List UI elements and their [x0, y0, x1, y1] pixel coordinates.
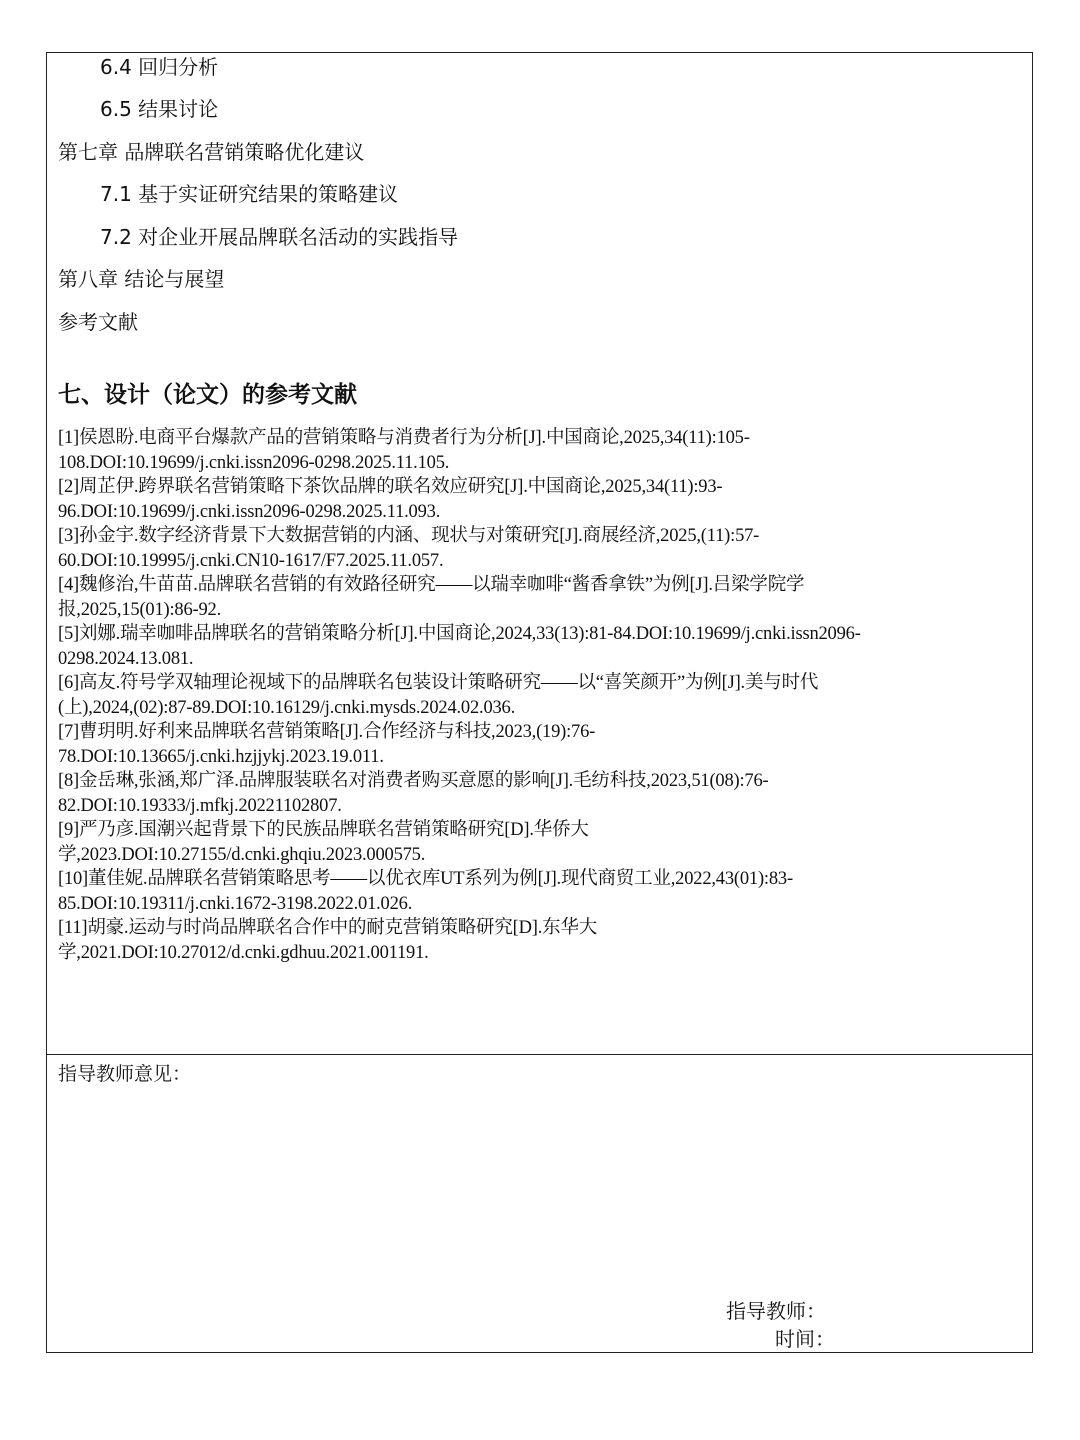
reference-item — [58, 720, 1030, 769]
references-heading: 七、设计（论文）的参考文献 — [58, 382, 357, 408]
reference-line: (上),2024,(02):87-89.DOI:10.16129/j.cnki.mysds.2024.02.036. — [58, 697, 516, 718]
reference-line: [5]刘娜.瑞幸咖啡品牌联名的营销策略分析[J].中国商论,2024,33(13):81-84.DOI:10.19699/j.cnki.issn2096- — [58, 624, 861, 644]
reference-item — [58, 622, 1030, 671]
reference-line: 60.DOI:10.19995/j.cnki.CN10-1617/F7.2025.11.057. — [58, 550, 444, 571]
reference-line: [11]胡豪.运动与时尚品牌联名合作中的耐克营销策略研究[D].东华大 — [58, 918, 598, 938]
reference-line: 108.DOI:10.19699/j.cnki.issn2096-0298.2025.11.105. — [58, 452, 450, 473]
reference-item — [58, 818, 1030, 867]
reference-item — [58, 671, 1030, 720]
table-row-divider — [46, 1054, 1033, 1055]
reference-item — [58, 426, 1030, 475]
reference-line: 0298.2024.13.081. — [58, 648, 194, 669]
reference-line: 82.DOI:10.19333/j.mfkj.20221102807. — [58, 795, 342, 816]
reference-line: 85.DOI:10.19311/j.cnki.1672-3198.2022.01.026. — [58, 893, 413, 914]
toc-item-6-4: 6.4 回归分析 — [100, 55, 219, 79]
date-label: 时间： — [775, 1327, 835, 1351]
reference-line: [7]曹玥明.好利来品牌联名营销策略[J].合作经济与科技,2023,(19):76- — [58, 722, 596, 742]
reference-line: [1]侯恩盼.电商平台爆款产品的营销策略与消费者行为分析[J].中国商论,2025,34(11):105- — [58, 428, 750, 448]
reference-line: [2]周芷伊.跨界联名营销策略下茶饮品牌的联名效应研究[J].中国商论,2025,34(11):93- — [58, 477, 723, 497]
reference-line: [9]严乃彦.国潮兴起背景下的民族品牌联名营销策略研究[D].华侨大 — [58, 820, 589, 840]
advisor-signature-label: 指导教师： — [726, 1299, 826, 1323]
reference-line: 报,2025,15(01):86-92. — [58, 599, 221, 620]
toc-chapter-7: 第七章 品牌联名营销策略优化建议 — [58, 140, 365, 164]
toc-item-7-1: 7.1 基于实证研究结果的策略建议 — [100, 182, 399, 206]
reference-item — [58, 524, 1030, 573]
reference-line: 78.DOI:10.13665/j.cnki.hzjjykj.2023.19.011. — [58, 746, 384, 767]
reference-line: 学,2023.DOI:10.27155/d.cnki.ghqiu.2023.000575. — [58, 844, 426, 865]
reference-list — [58, 426, 1030, 965]
reference-line: [6]高友.符号学双轴理论视域下的品牌联名包装设计策略研究——以“喜笑颜开”为例[J].美与时代 — [58, 673, 819, 693]
reference-line: [10]董佳妮.品牌联名营销策略思考——以优衣库UT系列为例[J].现代商贸工业,2022,43(01):83- — [58, 869, 793, 889]
reference-item — [58, 916, 1030, 965]
reference-item — [58, 573, 1030, 622]
advisor-opinion-label: 指导教师意见： — [58, 1063, 192, 1085]
reference-line: [4]魏修治,牛苗苗.品牌联名营销的有效路径研究——以瑞幸咖啡“酱香拿铁”为例[J].吕梁学院学 — [58, 575, 805, 595]
reference-line: 96.DOI:10.19699/j.cnki.issn2096-0298.2025.11.093. — [58, 501, 441, 522]
reference-line: [3]孙金宇.数字经济背景下大数据营销的内涵、现状与对策研究[J].商展经济,2025,(11):57- — [58, 526, 760, 546]
reference-item — [58, 475, 1030, 524]
reference-line: 学,2021.DOI:10.27012/d.cnki.gdhuu.2021.001191. — [58, 942, 429, 963]
reference-line: [8]金岳琳,张涵,郑广泽.品牌服装联名对消费者购买意愿的影响[J].毛纺科技,2023,51(08):76- — [58, 771, 769, 791]
toc-item-7-2: 7.2 对企业开展品牌联名活动的实践指导 — [100, 225, 459, 249]
reference-item — [58, 867, 1030, 916]
toc-references: 参考文献 — [58, 310, 138, 334]
reference-item — [58, 769, 1030, 818]
toc-item-6-5: 6.5 结果讨论 — [100, 97, 219, 121]
toc-chapter-8: 第八章 结论与展望 — [58, 267, 225, 291]
